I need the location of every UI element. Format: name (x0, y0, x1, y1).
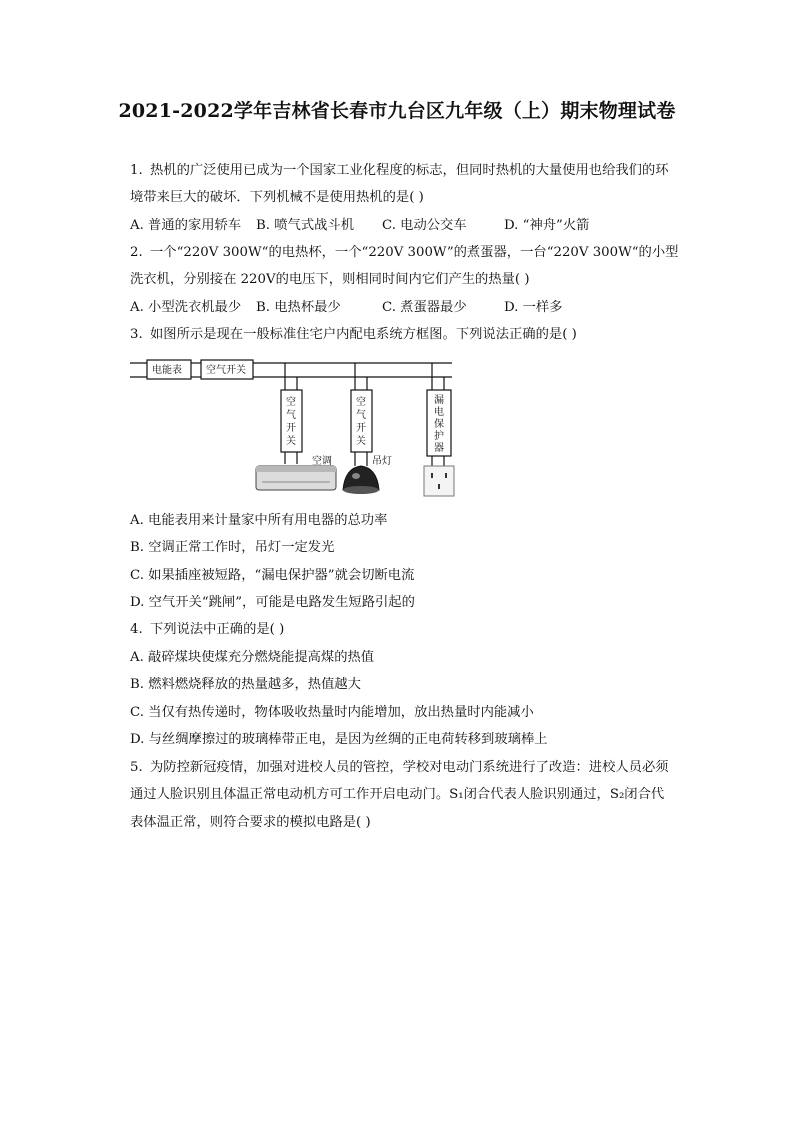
question-number: 4. (130, 622, 143, 637)
circuit-diagram (130, 352, 460, 502)
question-4-line-1: 4. 下列说法中正确的是( ) (130, 622, 285, 637)
question-1-line-1: 1. 热机的广泛使用已成为一个国家工业化程度的标志，但同时热机的大量使用也给我们的环 (130, 163, 669, 178)
question-5-line-2: 通过人脸识别且体温正常电动机方可工作开启电动门。S₁闭合代表人脸识别通过，S₂闭合代 (130, 787, 665, 802)
pendant-lamp-icon (343, 466, 379, 494)
switch-1-char: 气 (286, 410, 296, 421)
question-5-line-3: 表体温正常，则符合要求的模拟电路是( ) (130, 815, 371, 830)
option-b: B. 电热杯最少 (256, 300, 341, 315)
question-1-options (130, 217, 589, 235)
socket-icon (424, 466, 454, 496)
main-switch-label: 空气开关 (206, 365, 246, 376)
option-a: A. 小型洗衣机最少 (130, 300, 242, 315)
question-3-line-1: 3. 如图所示是现在一般标准住宅户内配电系统方框图。下列说法正确的是( ) (130, 327, 577, 342)
option-a: A. 普通的家用轿车 (130, 218, 242, 233)
question-3-option-d: D. 空气开关“跳闸”，可能是电路发生短路引起的 (130, 595, 415, 610)
switch-1-char: 空 (286, 397, 296, 408)
ac-label: 空调 (312, 456, 332, 467)
switch-2-char: 空 (356, 397, 366, 408)
option-b: B. 喷气式战斗机 (256, 218, 355, 233)
protector-char: 护 (434, 431, 444, 442)
option-d: D. “神舟”火箭 (504, 218, 590, 233)
option-d: D. 一样多 (504, 300, 563, 315)
protector-char: 器 (434, 443, 444, 454)
distribution-diagram (130, 352, 460, 502)
question-4-option-a: A. 敲碎煤块使煤充分燃烧能提高煤的热值 (130, 650, 375, 665)
question-1-line-2: 境带来巨大的破坏．下列机械不是使用热机的是( ) (130, 190, 424, 205)
question-4-option-d: D. 与丝绸摩擦过的玻璃棒带正电，是因为丝绸的正电荷转移到玻璃棒上 (130, 732, 548, 747)
question-number: 1. (130, 163, 143, 178)
page-title: 2021-2022学年吉林省长春市九台区九年级（上）期末物理试卷 (118, 100, 676, 122)
meter-label: 电能表 (152, 365, 182, 376)
question-4-option-b: B. 燃料燃烧释放的热量越多，热值越大 (130, 677, 361, 692)
question-number: 3. (130, 327, 143, 342)
question-5-line-1: 5. 为防控新冠疫情，加强对进校人员的管控，学校对电动门系统进行了改造：进校人员必须 (130, 760, 669, 775)
question-3-option-c: C. 如果插座被短路，“漏电保护器”就会切断电流 (130, 568, 415, 583)
switch-2-char: 开 (356, 423, 366, 434)
switch-2-char: 关 (356, 436, 366, 447)
option-c: C. 煮蛋器最少 (382, 300, 467, 315)
lamp-label: 吊灯 (372, 456, 392, 467)
question-2-options (130, 299, 563, 317)
switch-2-char: 气 (356, 410, 366, 421)
question-2-line-1: 2. 一个“220V 300W“的电热杯，一个“220V 300W”的煮蛋器，一台“220V 300W“的小型 (130, 245, 679, 260)
option-c: C. 电动公交车 (382, 218, 467, 233)
question-3-option-b: B. 空调正常工作时，吊灯一定发光 (130, 540, 335, 555)
protector-char: 漏 (434, 395, 444, 406)
question-number: 5. (130, 760, 143, 775)
protector-char: 电 (434, 407, 444, 418)
switch-1-char: 关 (286, 436, 296, 447)
question-4-option-c: C. 当仅有热传递时，物体吸收热量时内能增加，放出热量时内能减小 (130, 705, 534, 720)
question-number: 2. (130, 245, 143, 260)
switch-1-char: 开 (286, 423, 296, 434)
protector-char: 保 (434, 419, 444, 430)
question-3-option-a: A. 电能表用来计量家中所有用电器的总功率 (130, 513, 388, 528)
question-2-line-2: 洗衣机，分别接在 220V的电压下，则相同时间内它们产生的热量( ) (130, 272, 530, 287)
